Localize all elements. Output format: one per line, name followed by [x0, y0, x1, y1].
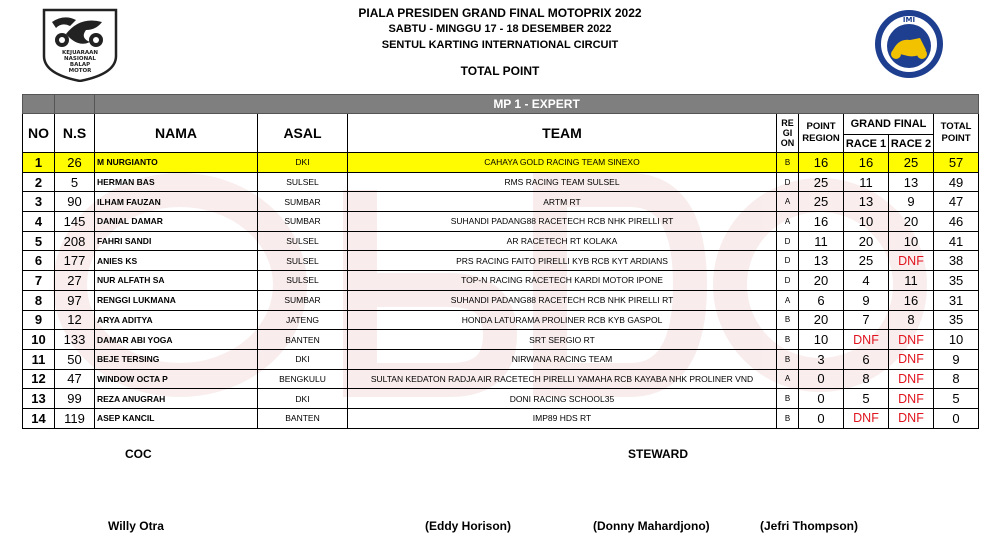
rider-race1: DNF — [844, 330, 889, 350]
rider-position: 9 — [23, 310, 55, 330]
rider-race2: DNF — [889, 349, 934, 369]
rider-number: 145 — [55, 212, 95, 232]
table-row — [23, 231, 979, 251]
table-row — [23, 310, 979, 330]
class-title: MP 1 - EXPERT — [95, 95, 979, 114]
rider-origin: DKI — [258, 349, 348, 369]
results-table — [22, 94, 979, 429]
rider-race1: 25 — [844, 251, 889, 271]
rider-region: A — [777, 192, 799, 212]
rider-team: SUHANDI PADANG88 RACETECH RCB NHK PIRELLI RT — [348, 290, 777, 310]
results-body — [23, 153, 979, 429]
signature-name-2: (Eddy Horison) — [425, 519, 511, 533]
rider-team: DONI RACING SCHOOL35 — [348, 389, 777, 409]
rider-race1: 10 — [844, 212, 889, 232]
col-header-grand-final: GRAND FINAL — [844, 114, 934, 135]
rider-region: B — [777, 349, 799, 369]
table-row — [23, 271, 979, 291]
rider-name: ANIES KS — [95, 251, 258, 271]
region-header-l2: GI — [782, 128, 793, 138]
rider-race2: DNF — [889, 389, 934, 409]
rider-origin: DKI — [258, 153, 348, 173]
rider-region: D — [777, 172, 799, 192]
rider-name: RENGGI LUKMANA — [95, 290, 258, 310]
rider-origin: JATENG — [258, 310, 348, 330]
rider-position: 14 — [23, 408, 55, 428]
rider-race2: 11 — [889, 271, 934, 291]
rider-number: 47 — [55, 369, 95, 389]
rider-point-region: 20 — [799, 271, 844, 291]
rider-team: HONDA LATURAMA PROLINER RCB KYB GASPOL — [348, 310, 777, 330]
event-title: PIALA PRESIDEN GRAND FINAL MOTOPRIX 2022 — [358, 6, 642, 20]
rider-origin: SUMBAR — [258, 192, 348, 212]
rider-number: 26 — [55, 153, 95, 173]
rider-position: 6 — [23, 251, 55, 271]
rider-point-region: 25 — [799, 172, 844, 192]
signature-name-4: (Jefri Thompson) — [760, 519, 858, 533]
rider-position: 3 — [23, 192, 55, 212]
rider-number: 90 — [55, 192, 95, 212]
rider-race1: DNF — [844, 408, 889, 428]
region-header-l3: ON — [780, 138, 795, 148]
signature-name-3: (Donny Mahardjono) — [593, 519, 710, 533]
rider-number: 12 — [55, 310, 95, 330]
rider-race2: 13 — [889, 172, 934, 192]
rider-region: B — [777, 153, 799, 173]
rider-position: 2 — [23, 172, 55, 192]
rider-origin: SULSEL — [258, 271, 348, 291]
rider-region: D — [777, 271, 799, 291]
rider-position: 1 — [23, 153, 55, 173]
rider-team: SRT SERGIO RT — [348, 330, 777, 350]
rider-point-region: 13 — [799, 251, 844, 271]
rider-position: 11 — [23, 349, 55, 369]
rider-position: 13 — [23, 389, 55, 409]
col-header-no: NO — [23, 114, 55, 153]
rider-name: BEJE TERSING — [95, 349, 258, 369]
rider-team: NIRWANA RACING TEAM — [348, 349, 777, 369]
rider-race1: 20 — [844, 231, 889, 251]
rider-race2: DNF — [889, 251, 934, 271]
table-row — [23, 153, 979, 173]
page-subtitle: TOTAL POINT — [460, 64, 540, 78]
rider-total: 31 — [934, 290, 979, 310]
rider-point-region: 0 — [799, 408, 844, 428]
rider-origin: SULSEL — [258, 231, 348, 251]
rider-total: 41 — [934, 231, 979, 251]
rider-team: AR RACETECH RT KOLAKA — [348, 231, 777, 251]
rider-origin: SULSEL — [258, 172, 348, 192]
rider-name: ILHAM FAUZAN — [95, 192, 258, 212]
rider-race1: 16 — [844, 153, 889, 173]
rider-region: D — [777, 231, 799, 251]
rider-name: HERMAN BAS — [95, 172, 258, 192]
rider-position: 4 — [23, 212, 55, 232]
rider-race2: 9 — [889, 192, 934, 212]
rider-race2: DNF — [889, 330, 934, 350]
col-header-asal: ASAL — [258, 114, 348, 153]
rider-total: 8 — [934, 369, 979, 389]
rider-total: 0 — [934, 408, 979, 428]
rider-point-region: 25 — [799, 192, 844, 212]
rider-name: WINDOW OCTA P — [95, 369, 258, 389]
rider-position: 7 — [23, 271, 55, 291]
rider-number: 50 — [55, 349, 95, 369]
rider-origin: BENGKULU — [258, 369, 348, 389]
rider-total: 35 — [934, 271, 979, 291]
rider-position: 12 — [23, 369, 55, 389]
rider-region: A — [777, 290, 799, 310]
rider-region: B — [777, 408, 799, 428]
rider-origin: BANTEN — [258, 408, 348, 428]
signature-name-1: Willy Otra — [108, 519, 164, 533]
table-row — [23, 290, 979, 310]
rider-team: RMS RACING TEAM SULSEL — [348, 172, 777, 192]
rider-race1: 11 — [844, 172, 889, 192]
rider-number: 5 — [55, 172, 95, 192]
header-row-top — [23, 114, 979, 135]
rider-team: CAHAYA GOLD RACING TEAM SINEXO — [348, 153, 777, 173]
event-venue: SENTUL KARTING INTERNATIONAL CIRCUIT — [381, 39, 619, 51]
rider-race2: 25 — [889, 153, 934, 173]
total-header-l2: POINT — [941, 133, 971, 144]
col-header-race1: RACE 1 — [844, 135, 889, 153]
rider-name: M NURGIANTO — [95, 153, 258, 173]
rider-team: SUHANDI PADANG88 RACETECH RCB NHK PIRELLI RT — [348, 212, 777, 232]
rider-origin: SUMBAR — [258, 290, 348, 310]
rider-team: PRS RACING FAITO PIRELLI KYB RCB KYT ARDIANS — [348, 251, 777, 271]
point-header-l2: REGION — [802, 133, 840, 144]
rider-position: 5 — [23, 231, 55, 251]
rider-total: 47 — [934, 192, 979, 212]
rider-total: 5 — [934, 389, 979, 409]
rider-number: 177 — [55, 251, 95, 271]
rider-position: 8 — [23, 290, 55, 310]
table-row — [23, 192, 979, 212]
rider-name: NUR ALFATH SA — [95, 271, 258, 291]
region-header-l1: RE — [781, 118, 794, 128]
rider-total: 49 — [934, 172, 979, 192]
rider-origin: DKI — [258, 389, 348, 409]
table-row — [23, 389, 979, 409]
rider-race2: 10 — [889, 231, 934, 251]
rider-name: DAMAR ABI YOGA — [95, 330, 258, 350]
rider-name: REZA ANUGRAH — [95, 389, 258, 409]
rider-region: B — [777, 310, 799, 330]
total-header-l1: TOTAL — [940, 121, 972, 132]
steward-label: STEWARD — [628, 447, 688, 461]
rider-point-region: 6 — [799, 290, 844, 310]
rider-point-region: 11 — [799, 231, 844, 251]
table-row — [23, 349, 979, 369]
rider-name: ASEP KANCIL — [95, 408, 258, 428]
table-row — [23, 251, 979, 271]
logo-left-text-4: MOTOR — [68, 68, 92, 74]
col-header-point-region — [799, 114, 844, 153]
rider-team: TOP-N RACING RACETECH KARDI MOTOR IPONE — [348, 271, 777, 291]
rider-race2: 16 — [889, 290, 934, 310]
rider-total: 10 — [934, 330, 979, 350]
col-header-nama: NAMA — [95, 114, 258, 153]
rider-region: B — [777, 330, 799, 350]
rider-total: 57 — [934, 153, 979, 173]
rider-region: D — [777, 251, 799, 271]
rider-race1: 7 — [844, 310, 889, 330]
rider-number: 27 — [55, 271, 95, 291]
rider-region: A — [777, 369, 799, 389]
rider-number: 133 — [55, 330, 95, 350]
rider-point-region: 16 — [799, 153, 844, 173]
rider-point-region: 3 — [799, 349, 844, 369]
rider-origin: BANTEN — [258, 330, 348, 350]
rider-race2: 20 — [889, 212, 934, 232]
col-header-region — [777, 114, 799, 153]
class-title-row — [23, 95, 979, 114]
rider-total: 35 — [934, 310, 979, 330]
logo-left-text-3: BALAP — [69, 62, 91, 68]
rider-race1: 5 — [844, 389, 889, 409]
rider-race1: 6 — [844, 349, 889, 369]
table-row — [23, 212, 979, 232]
rider-origin: SULSEL — [258, 251, 348, 271]
rider-race2: 8 — [889, 310, 934, 330]
col-header-race2: RACE 2 — [889, 135, 934, 153]
rider-region: B — [777, 389, 799, 409]
rider-race1: 9 — [844, 290, 889, 310]
rider-number: 208 — [55, 231, 95, 251]
rider-team: ARTM RT — [348, 192, 777, 212]
table-row — [23, 369, 979, 389]
rider-total: 38 — [934, 251, 979, 271]
logo-left-text-2: NASIONAL — [64, 56, 96, 62]
rider-origin: SUMBAR — [258, 212, 348, 232]
rider-race1: 4 — [844, 271, 889, 291]
event-dates: SABTU - MINGGU 17 - 18 DESEMBER 2022 — [388, 23, 612, 35]
rider-number: 99 — [55, 389, 95, 409]
table-row — [23, 330, 979, 350]
col-header-ns: N.S — [55, 114, 95, 153]
col-header-total — [934, 114, 979, 153]
rider-race2: DNF — [889, 408, 934, 428]
rider-point-region: 10 — [799, 330, 844, 350]
col-header-team: TEAM — [348, 114, 777, 153]
rider-total: 46 — [934, 212, 979, 232]
rider-region: A — [777, 212, 799, 232]
rider-number: 119 — [55, 408, 95, 428]
point-header-l1: POINT — [806, 121, 836, 132]
rider-name: FAHRI SANDI — [95, 231, 258, 251]
rider-point-region: 20 — [799, 310, 844, 330]
rider-point-region: 0 — [799, 369, 844, 389]
table-row — [23, 408, 979, 428]
logo-right-text: IMI — [902, 16, 916, 24]
coc-label: COC — [125, 447, 152, 461]
rider-total: 9 — [934, 349, 979, 369]
logo-left-text-1: KEJUARAAN — [62, 50, 98, 56]
rider-team: IMP89 HDS RT — [348, 408, 777, 428]
rider-point-region: 0 — [799, 389, 844, 409]
rider-number: 97 — [55, 290, 95, 310]
rider-name: ARYA ADITYA — [95, 310, 258, 330]
rider-race1: 13 — [844, 192, 889, 212]
rider-position: 10 — [23, 330, 55, 350]
rider-race1: 8 — [844, 369, 889, 389]
rider-team: SULTAN KEDATON RADJA AIR RACETECH PIRELLI YAMAHA RCB KAYABA NHK PROLINER VND — [348, 369, 777, 389]
rider-point-region: 16 — [799, 212, 844, 232]
rider-name: DANIAL DAMAR — [95, 212, 258, 232]
rider-race2: DNF — [889, 369, 934, 389]
table-row — [23, 172, 979, 192]
